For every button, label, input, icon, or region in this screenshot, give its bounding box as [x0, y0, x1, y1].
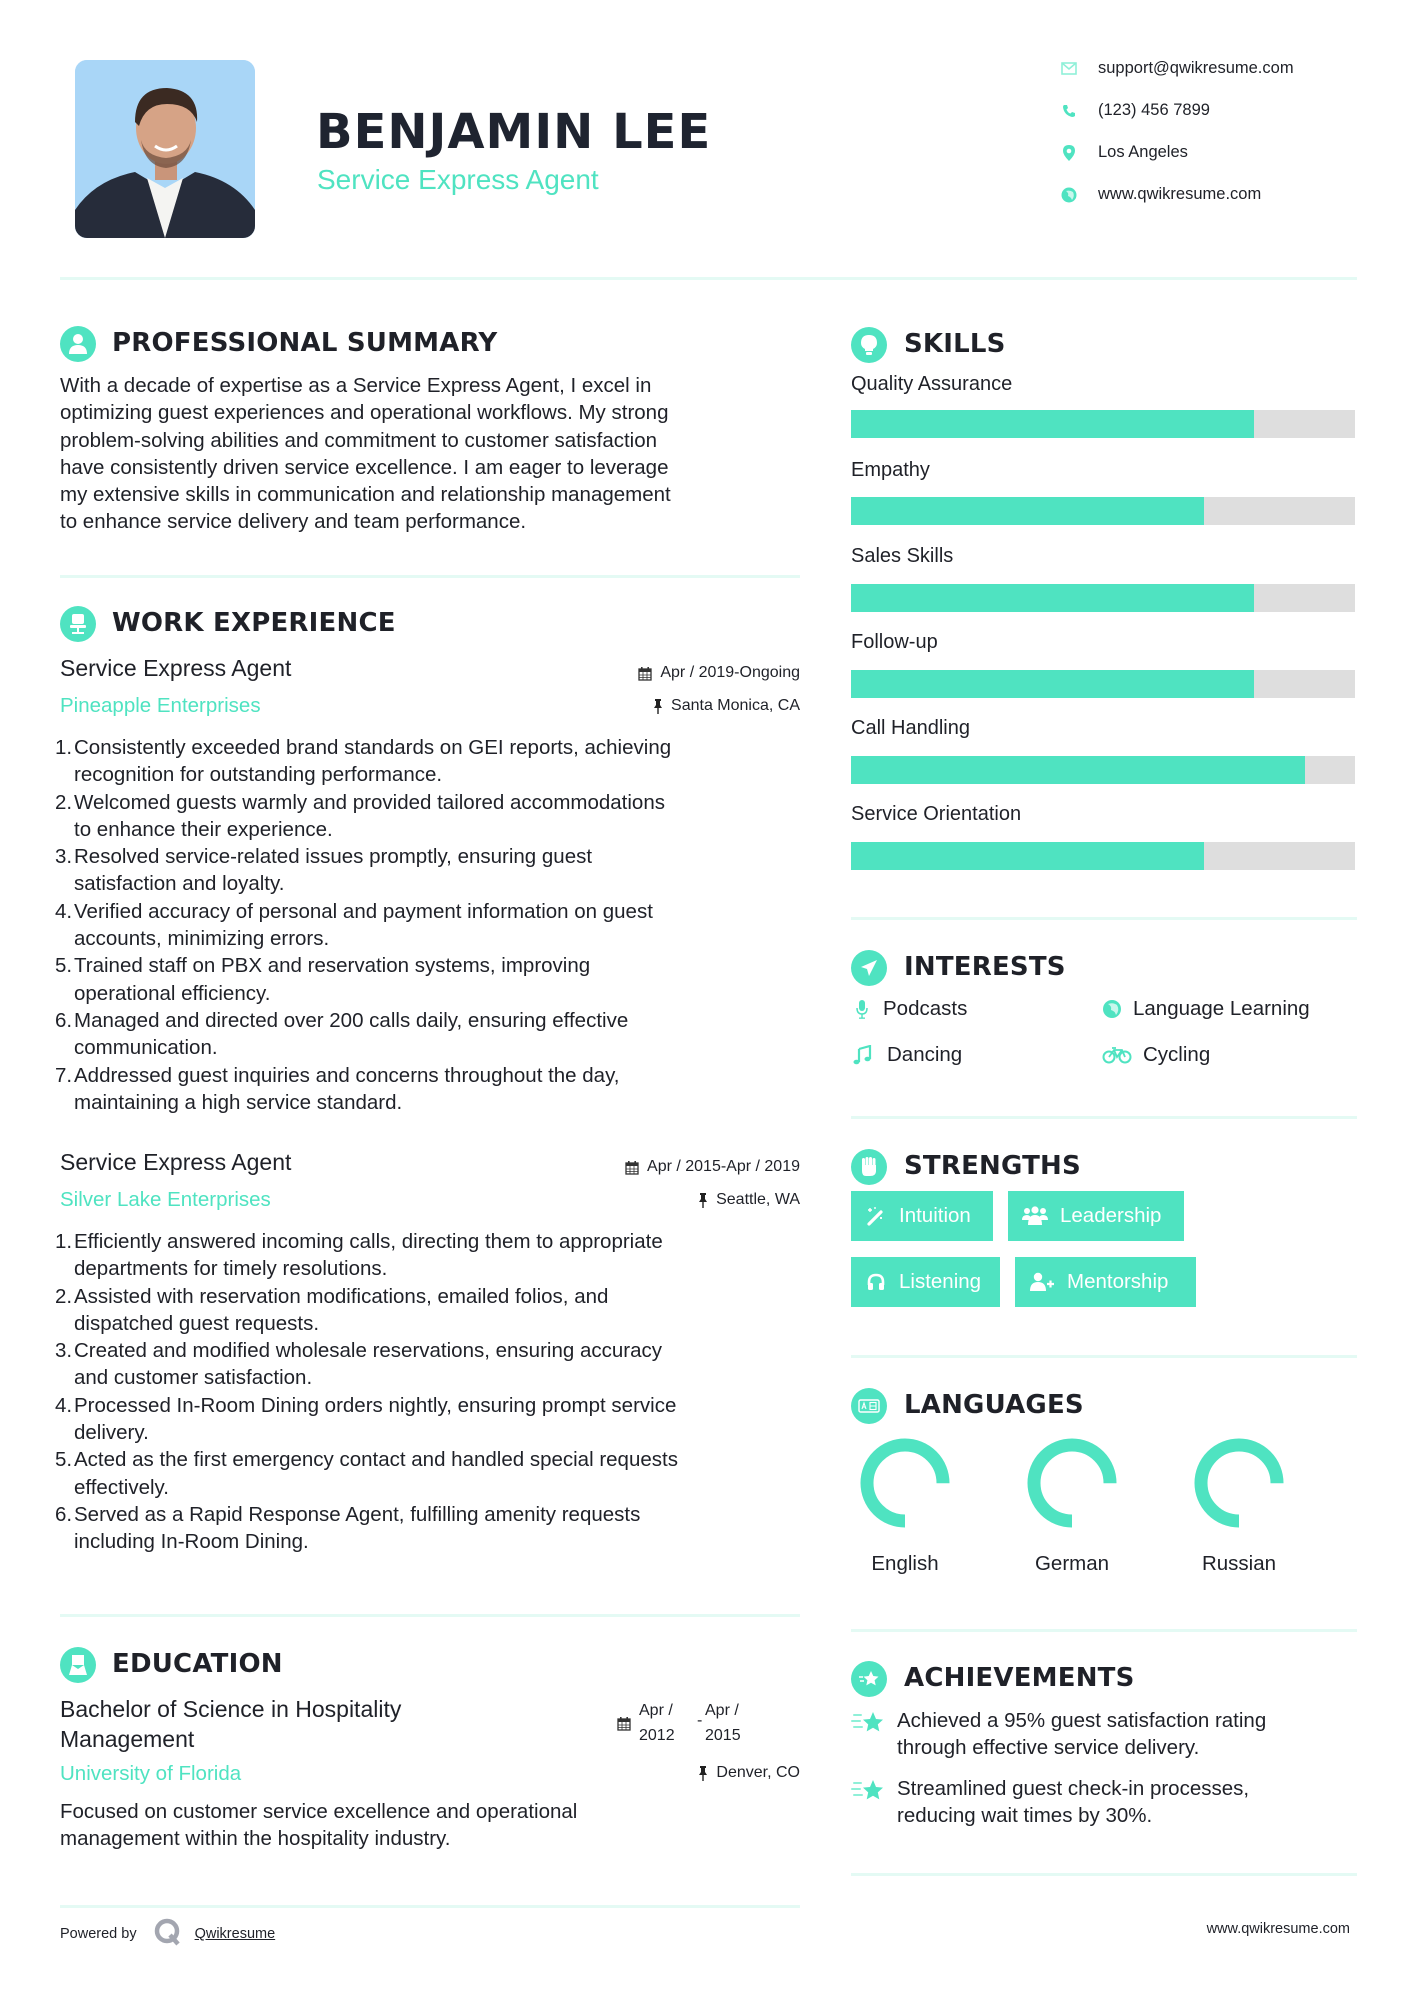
job-company: Pineapple Enterprises — [60, 694, 261, 717]
skill-label: Empathy — [851, 459, 930, 481]
language-icon — [851, 1388, 887, 1424]
list-item: 4. Verified accuracy of personal and payment information on guest accounts, minimizing errors. — [55, 899, 653, 951]
candidate-title: Service Express Agent — [317, 164, 599, 195]
education-date: Apr / 2012 - Apr / 2015 — [617, 1698, 741, 1748]
calendar-icon — [638, 666, 652, 681]
list-item: 1. Consistently exceeded brand standards on GEI reports, achieving recognition for outstanding performance. — [55, 736, 672, 787]
strength-badge — [851, 1257, 1000, 1307]
contact-website-text: www.qwikresume.com — [1098, 185, 1262, 203]
summary-line: have consistently driven service excellence. I am eager to leverage — [60, 455, 669, 479]
user-plus-icon — [1029, 1271, 1055, 1293]
qwikresume-logo-icon — [153, 1918, 183, 1950]
strength-label: Intuition — [899, 1204, 971, 1227]
envelope-icon — [1060, 60, 1078, 78]
summary-heading: PROFESSIONAL SUMMARY — [112, 328, 498, 358]
list-item: 3. Created and modified wholesale reservations, ensuring accuracy and customer satisfaction. — [55, 1339, 662, 1390]
job-date — [500, 1158, 800, 1176]
summary-line: to enhance service delivery and team performance. — [60, 510, 527, 534]
strength-badge — [1008, 1191, 1184, 1241]
interest-item — [851, 1043, 962, 1067]
interest-item — [1101, 997, 1310, 1021]
list-item: 5. Trained staff on PBX and reservation systems, improving operational efficiency. — [55, 954, 591, 1005]
contact-location — [1060, 143, 1188, 162]
skills-heading: SKILLS — [904, 329, 1006, 359]
achievement-item: Streamlined guest check-in processes, reducing wait times by 30%. — [851, 1775, 1351, 1829]
achievement-item: Achieved a 95% guest satisfaction rating through effective service delivery. — [851, 1707, 1351, 1761]
contact-email-text: support@qwikresume.com — [1098, 59, 1294, 77]
list-item: 2. Welcomed guests warmly and provided tailored accommodations to enhance their experience. — [55, 790, 665, 841]
headphones-icon — [865, 1271, 887, 1293]
skill-bar — [851, 584, 1355, 612]
language-progress-ring — [1027, 1438, 1117, 1528]
pushpin-icon — [698, 1766, 708, 1781]
skill-bar-fill — [851, 584, 1254, 612]
candidate-name: BENJAMIN LEE — [316, 104, 712, 160]
interest-item — [851, 997, 967, 1021]
language-label: German — [1034, 1552, 1110, 1575]
music-note-icon — [851, 1044, 873, 1066]
strength-label: Listening — [899, 1270, 982, 1293]
skill-bar — [851, 497, 1355, 525]
skill-label: Quality Assurance — [851, 373, 1013, 395]
list-item: 6. Managed and directed over 200 calls daily, ensuring effective communication. — [55, 1008, 629, 1060]
strengths-heading: STRENGTHS — [904, 1151, 1081, 1181]
education-location — [500, 1764, 800, 1782]
globe-icon — [1060, 186, 1078, 204]
skill-bar-fill — [851, 842, 1204, 870]
calendar-icon — [625, 1160, 639, 1175]
magic-wand-icon — [865, 1205, 887, 1227]
language-progress-ring — [860, 1438, 950, 1528]
powered-by-label: Powered by — [60, 1926, 137, 1942]
section-divider — [851, 1629, 1357, 1632]
language-item — [1012, 1438, 1132, 1576]
skill-label: Follow-up — [851, 631, 938, 653]
fist-icon — [851, 1149, 887, 1185]
job-bullets — [55, 1228, 805, 1556]
globe-icon — [1101, 998, 1123, 1020]
strength-label: Leadership — [1060, 1204, 1162, 1227]
map-pin-icon — [1060, 144, 1078, 162]
job-location — [500, 1191, 800, 1209]
phone-icon — [1060, 102, 1078, 120]
interest-label: Language Learning — [1133, 997, 1310, 1020]
office-chair-icon — [60, 606, 96, 642]
contact-phone-text: (123) 456 7899 — [1098, 101, 1210, 119]
job-location-text: Santa Monica, CA — [671, 697, 800, 714]
interest-label: Dancing — [887, 1043, 963, 1066]
skill-bar — [851, 670, 1355, 698]
pushpin-icon — [653, 699, 663, 714]
degree — [60, 1694, 401, 1754]
languages-heading: LANGUAGES — [904, 1390, 1084, 1420]
job-title: Service Express Agent — [60, 655, 292, 681]
job-date-text: Apr / 2015-Apr / 2019 — [647, 1158, 800, 1175]
job-date-text: Apr / 2019-Ongoing — [660, 664, 800, 681]
school: University of Florida — [60, 1762, 242, 1785]
skill-bar — [851, 410, 1355, 438]
pushpin-icon — [698, 1193, 708, 1208]
qwikresume-link[interactable]: Qwikresume — [194, 1926, 276, 1942]
graduate-icon — [60, 1647, 96, 1683]
summary-line: With a decade of expertise as a Service Express Agent, I excel in — [60, 374, 652, 397]
language-label: English — [871, 1552, 939, 1575]
summary-line: problem-solving abilities and commitment to customer satisfaction — [60, 428, 658, 452]
footer-website[interactable]: www.qwikresume.com — [1206, 1921, 1350, 1937]
user-icon — [60, 326, 96, 362]
powered-by — [60, 1918, 275, 1950]
bicycle-icon — [1101, 1044, 1133, 1066]
skill-label: Service Orientation — [851, 803, 1022, 825]
job-location — [500, 697, 800, 715]
skill-bar — [851, 842, 1355, 870]
calendar-icon — [617, 1716, 631, 1731]
skill-bar-fill — [851, 410, 1254, 438]
header-divider — [60, 277, 1357, 280]
list-item: 5. Acted as the first emergency contact and handled special requests effectively. — [55, 1448, 678, 1499]
job-title: Service Express Agent — [60, 1149, 292, 1175]
section-divider — [851, 1873, 1357, 1876]
lightbulb-icon — [851, 327, 887, 363]
skill-label: Call Handling — [851, 717, 970, 739]
language-item — [845, 1438, 965, 1576]
skill-bar — [851, 756, 1355, 784]
language-item — [1179, 1438, 1299, 1576]
interests-heading: INTERESTS — [904, 952, 1066, 982]
education-description: Focused on customer service excellence and operational management within the hospitality industry. — [60, 1800, 578, 1851]
strength-badge — [1015, 1257, 1196, 1307]
strength-label: Mentorship — [1067, 1270, 1169, 1293]
contact-email[interactable] — [1060, 59, 1294, 78]
users-icon — [1022, 1205, 1048, 1227]
footer-divider — [60, 1905, 800, 1908]
interest-label: Podcasts — [883, 997, 968, 1020]
skill-bar-fill — [851, 497, 1204, 525]
job-company: Silver Lake Enterprises — [60, 1188, 271, 1211]
degree-line: Bachelor of Science in Hospitality — [60, 1696, 402, 1722]
profile-photo — [75, 60, 255, 238]
section-divider — [60, 1614, 800, 1617]
section-divider — [851, 917, 1357, 920]
contact-website[interactable] — [1060, 185, 1261, 204]
skill-bar-fill — [851, 756, 1305, 784]
star-badge-icon — [851, 1661, 887, 1697]
section-divider — [851, 1116, 1357, 1119]
section-divider — [60, 575, 800, 578]
education-heading: EDUCATION — [112, 1649, 283, 1679]
job-location-text: Seattle, WA — [716, 1191, 800, 1208]
list-item: 6. Served as a Rapid Response Agent, fulfilling amenity requests including In-Room Dining. — [55, 1502, 641, 1554]
interest-item — [1101, 1043, 1210, 1067]
skill-bar-fill — [851, 670, 1254, 698]
degree-line: Management — [60, 1726, 195, 1752]
skill-label: Sales Skills — [851, 545, 954, 567]
achievements-heading: ACHIEVEMENTS — [904, 1663, 1135, 1693]
list-item: 1. Efficiently answered incoming calls, directing them to appropriate departments for timely resolutions. — [55, 1230, 663, 1281]
language-progress-ring — [1194, 1438, 1284, 1528]
paper-plane-icon — [851, 950, 887, 986]
job-date — [500, 664, 800, 682]
strength-badge — [851, 1191, 993, 1241]
contact-location-text: Los Angeles — [1098, 143, 1188, 161]
job-bullets — [55, 734, 805, 1116]
list-item: 3. Resolved service-related issues promptly, ensuring guest satisfaction and loyalty. — [55, 845, 593, 896]
education-location-text: Denver, CO — [716, 1764, 800, 1781]
list-item: 7. Addressed guest inquiries and concerns throughout the day, maintaining a high service standard. — [55, 1063, 620, 1114]
language-label: Russian — [1201, 1552, 1277, 1575]
work-heading: WORK EXPERIENCE — [112, 608, 396, 638]
shooting-star-icon — [851, 1707, 885, 1761]
contact-phone[interactable] — [1060, 101, 1210, 120]
list-item: 4. Processed In-Room Dining orders nightly, ensuring prompt service delivery. — [55, 1393, 677, 1445]
list-item: 2. Assisted with reservation modifications, emailed folios, and dispatched guest requests. — [55, 1284, 609, 1335]
summary-line: optimizing guest experiences and operational workflows. My strong — [60, 401, 669, 425]
summary-line: my extensive skills in communication and relationship management — [60, 483, 671, 507]
section-divider — [851, 1355, 1357, 1358]
interest-label: Cycling — [1143, 1043, 1211, 1066]
microphone-icon — [851, 998, 873, 1020]
shooting-star-icon — [851, 1775, 885, 1829]
summary-text — [60, 372, 800, 536]
